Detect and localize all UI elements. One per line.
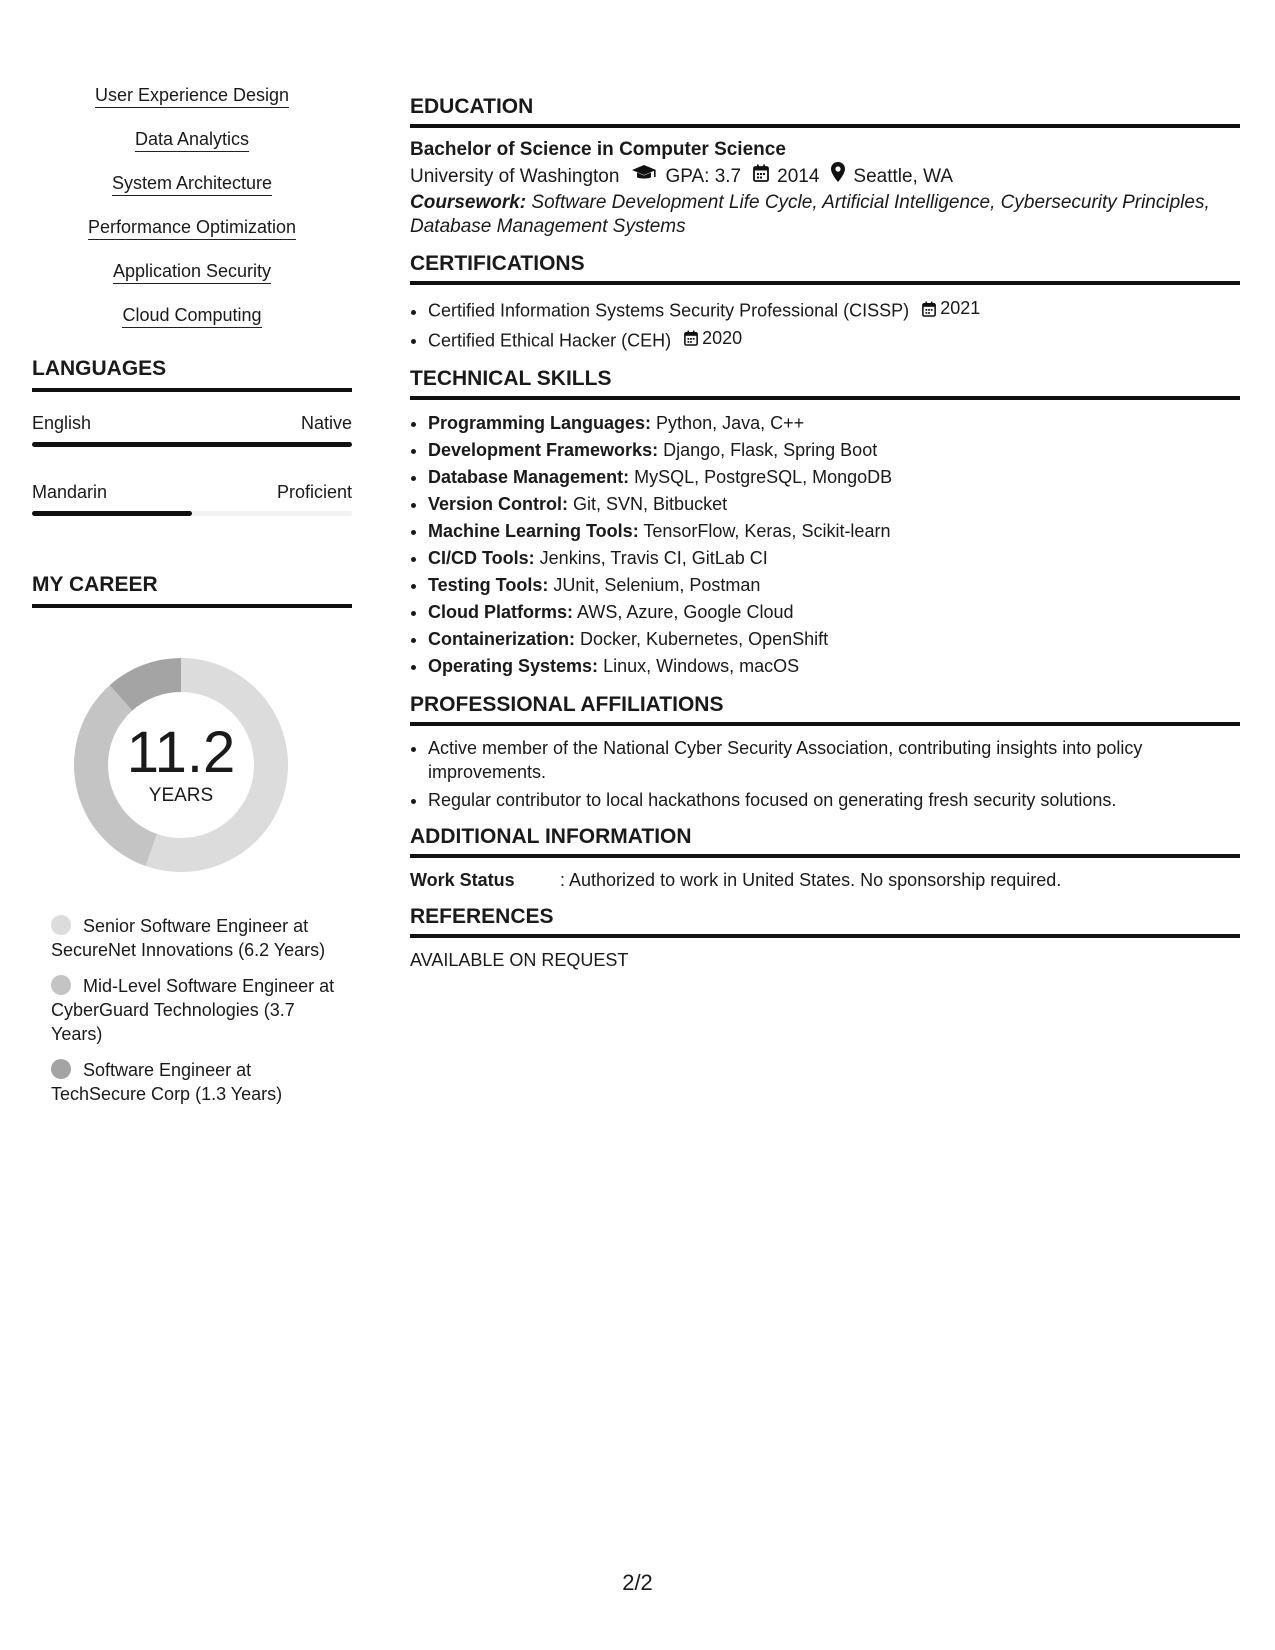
skill-values: AWS, Azure, Google Cloud — [577, 602, 794, 622]
list-item — [428, 491, 1240, 518]
list-item — [428, 410, 1240, 437]
skill-category: Operating Systems: — [428, 656, 599, 676]
skill-category: Cloud Platforms: — [428, 602, 574, 622]
skill-values: Python, Java, C++ — [656, 413, 805, 433]
skill-category: Testing Tools: — [428, 575, 549, 595]
skill-category: Programming Languages: — [428, 413, 652, 433]
list-item — [428, 295, 1240, 325]
legend-label: Software Engineer at TechSecure Corp (1.3 Years) — [51, 1060, 283, 1104]
career-section — [32, 572, 352, 1106]
technical-skills-section — [410, 366, 1240, 680]
work-status-label: Work Status — [410, 870, 515, 890]
skill-label: Application Security — [113, 260, 271, 284]
legend-item — [51, 914, 341, 962]
career-donut-chart — [66, 650, 296, 880]
languages-section — [32, 356, 352, 516]
skill-item — [32, 172, 352, 196]
graduation-year: 2014 — [777, 165, 820, 187]
education-heading: EDUCATION — [410, 94, 1240, 128]
list-item — [428, 325, 1240, 355]
additional-info-section — [410, 824, 1240, 892]
references-text: AVAILABLE ON REQUEST — [410, 950, 629, 970]
language-bar-fill — [32, 511, 192, 516]
list-item: • Active member of the National Cyber Security Association, contributing insights into policy improvements. — [428, 736, 1240, 784]
language-name: English — [32, 413, 92, 433]
language-row — [32, 481, 352, 503]
skill-category: Containerization: — [428, 629, 575, 649]
skill-label: Performance Optimization — [88, 216, 296, 240]
language-bar — [32, 442, 352, 447]
skill-label: Cloud Computing — [122, 304, 261, 328]
list-item — [428, 599, 1240, 626]
career-heading: MY CAREER — [32, 572, 352, 608]
coursework-list: Software Development Life Cycle, Artificial Intelligence, Cybersecurity Principles, Database Management Systems — [410, 192, 1210, 237]
skill-item — [32, 216, 352, 240]
skill-values: Git, SVN, Bitbucket — [573, 494, 728, 514]
skill-values: TensorFlow, Keras, Scikit-learn — [643, 521, 891, 541]
total-years-value: 11.2 — [126, 720, 236, 785]
additional-info-heading: ADDITIONAL INFORMATION — [410, 824, 1240, 858]
skill-item — [32, 304, 352, 328]
list-item — [428, 518, 1240, 545]
degree-title: Bachelor of Science in Computer Science — [410, 139, 786, 160]
skill-category: Machine Learning Tools: — [428, 521, 639, 541]
page-number: 2/2 — [622, 1570, 653, 1595]
calendar-icon — [684, 330, 698, 346]
language-name: Mandarin — [32, 482, 108, 502]
references-heading: REFERENCES — [410, 904, 1240, 938]
location: Seattle, WA — [853, 165, 954, 187]
language-bar-fill — [32, 442, 352, 447]
cert-year-wrap — [922, 295, 980, 322]
skill-label: Data Analytics — [135, 128, 249, 152]
legend-label: Mid-Level Software Engineer at CyberGuard Technologies (3.7 Years) — [51, 976, 335, 1044]
skill-values: Docker, Kubernetes, OpenShift — [580, 629, 829, 649]
cert-year-wrap — [684, 325, 742, 352]
language-level: Native — [300, 413, 352, 433]
total-years-unit: YEARS — [148, 785, 214, 806]
donut-center — [66, 650, 296, 880]
skill-category: Version Control: — [428, 494, 569, 514]
legend-dot — [51, 975, 71, 995]
legend-dot — [51, 915, 71, 935]
coursework — [410, 191, 1240, 239]
legend-dot — [51, 1059, 71, 1079]
cert-year: 2021 — [940, 298, 981, 318]
skills-list — [32, 84, 352, 328]
education-meta — [410, 162, 1240, 191]
legend-label: Senior Software Engineer at SecureNet Innovations (6.2 Years) — [51, 916, 326, 960]
affiliations-heading: PROFESSIONAL AFFILIATIONS — [410, 692, 1240, 726]
map-pin-icon — [831, 162, 845, 191]
school-name: University of Washington — [410, 165, 620, 187]
affiliations-list — [410, 736, 1240, 812]
cert-name: Certified Information Systems Security Professional (CISSP) — [428, 300, 910, 321]
calendar-icon — [922, 301, 936, 317]
legend-item — [51, 1058, 341, 1106]
certifications-list — [410, 295, 1240, 354]
skill-values: Django, Flask, Spring Boot — [663, 440, 878, 460]
career-legend — [51, 914, 341, 1106]
cert-name: Certified Ethical Hacker (CEH) — [428, 330, 672, 350]
skill-values: JUnit, Selenium, Postman — [553, 575, 761, 595]
cert-year: 2020 — [702, 327, 743, 348]
affiliations-section — [410, 692, 1240, 812]
skill-values: Linux, Windows, macOS — [603, 656, 800, 676]
references-section — [410, 904, 1240, 972]
certifications-heading: CERTIFICATIONS — [410, 251, 1240, 285]
skill-values: Jenkins, Travis CI, GitLab CI — [539, 548, 768, 568]
skill-label: System Architecture — [112, 172, 272, 196]
list-item — [428, 437, 1240, 464]
language-bar — [32, 511, 352, 516]
skill-category: Database Management: — [428, 467, 630, 487]
skill-item — [32, 260, 352, 284]
right-column — [410, 94, 1240, 984]
gpa: GPA: 3.7 — [665, 165, 742, 187]
coursework-label: Coursework: — [410, 192, 527, 213]
list-item — [428, 653, 1240, 680]
list-item — [428, 464, 1240, 491]
education-section — [410, 94, 1240, 239]
certifications-section — [410, 251, 1240, 354]
technical-skills-heading: TECHNICAL SKILLS — [410, 366, 1240, 400]
skill-item — [32, 84, 352, 108]
work-status-value: : Authorized to work in United States. No sponsorship required. — [560, 870, 1062, 890]
graduation-cap-icon — [631, 163, 657, 191]
list-item — [428, 545, 1240, 572]
languages-heading: LANGUAGES — [32, 356, 352, 392]
skill-category: CI/CD Tools: — [428, 548, 535, 568]
left-column — [32, 84, 352, 1118]
language-level: Proficient — [276, 482, 352, 502]
list-item — [428, 572, 1240, 599]
language-row — [32, 412, 352, 434]
list-item — [428, 626, 1240, 653]
list-item: • Regular contributor to local hackathons focused on generating fresh security solutions. — [428, 788, 1240, 812]
work-status-row — [410, 868, 1240, 892]
skill-item — [32, 128, 352, 152]
legend-item — [51, 974, 341, 1046]
calendar-icon — [753, 163, 769, 191]
skill-values: MySQL, PostgreSQL, MongoDB — [634, 467, 893, 487]
skill-category: Development Frameworks: — [428, 440, 659, 460]
skill-label: User Experience Design — [95, 84, 289, 108]
technical-skills-list — [410, 410, 1240, 680]
